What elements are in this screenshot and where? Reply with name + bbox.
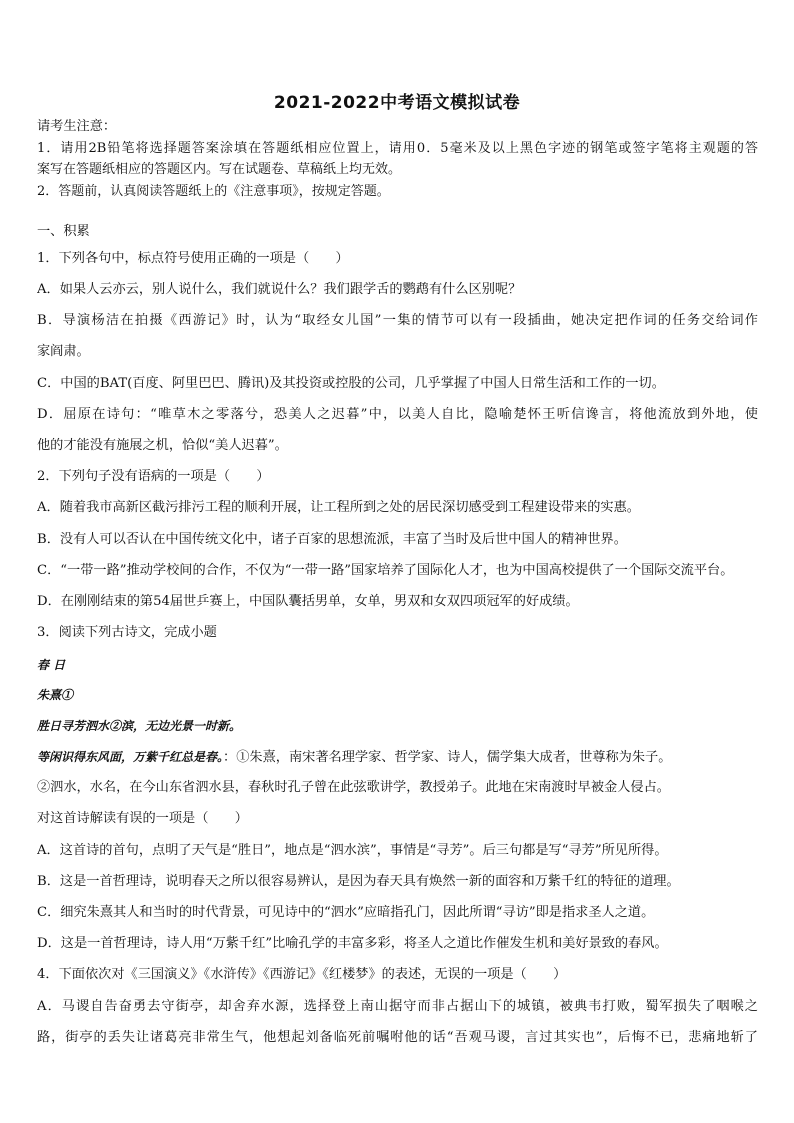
q2-stem: 2．下列句子没有语病的一项是（ ） [37,469,270,484]
q2-option-d: D．在刚刚结束的第54届世乒赛上，中国队囊括男单，女单，男双和女双四项冠军的好成绩。 [37,594,579,609]
q4-stem: 4．下面依次对《三国演义》《水浒传》《西游记》《红楼梦》的表述，无误的一项是（ ） [37,967,567,982]
q3-stem: 3．阅读下列古诗文，完成小题 [37,625,217,640]
q2-option-a: A．随着我市高新区截污排污工程的顺利开展，让工程所到之处的居民深切感受到工程建设带来的实惠。 [37,500,640,515]
q3-option-d: D．这是一首哲理诗，诗人用“万紫千红”比喻孔学的丰富多彩，将圣人之道比作催发生机和美好景致的春风。 [37,936,668,951]
q1-option-c: C．中国的BAT(百度、阿里巴巴、腾讯)及其投资或控股的公司，几乎掌握了中国人日常生活和工作的一切。 [37,376,665,391]
annotation-1: ：①朱熹，南宋著名理学家、哲学家、诗人，儒学集大成者，世尊称为朱子。 [223,750,672,765]
poem-author: 朱熹① [37,688,74,702]
q1-option-d-cont: 他的才能没有施展之机，恰似“美人迟暮”。 [37,438,288,453]
page-title: 2021-2022中考语文模拟试卷 [273,93,521,113]
q2-option-c: C．“一带一路”推动学校间的合作，不仅为“一带一路”国家培养了国际化人才，也为中国高校提供了一个国际交流平台。 [37,563,734,578]
q1-option-b-cont: 家阎肃。 [37,344,90,359]
q3-option-a: A．这首诗的首句，点明了天气是“胜日”，地点是“泗水滨”，事情是“寻芳”。后三句都是写“寻芳”所见所得。 [37,843,668,858]
q1-option-a: A．如果人云亦云，别人说什么，我们就说什么？我们跟学舌的鹦鹉有什么区别呢？ [37,282,522,297]
poem-line-2-with-note [37,748,758,767]
q3-sub-stem: 对这首诗解读有误的一项是（ ） [37,811,248,826]
notice-item-2: 2．答题前，认真阅读答题纸上的《注意事项》，按规定答题。 [37,184,390,199]
q4-option-a: A．马谡自告奋勇去守街亭，却舍弃水源，选择登上南山据守而非占据山下的城镇，被典韦打败，蜀军损失了咽喉之 [37,999,758,1014]
notice-item-1-cont: 案写在答题纸相应的答题区内。写在试题卷、草稿纸上均无效。 [37,162,402,177]
q4-option-a-cont: 路，街亭的丢失让诸葛亮非常生气，他想起刘备临死前嘱咐他的话“吾观马谡，言过其实也”，后悔不已，悲痛地斩了 [37,1030,758,1045]
q3-option-b: B．这是一首哲理诗，说明春天之所以很容易辨认，是因为春天具有焕然一新的面容和万紫千红的特征的道理。 [37,874,680,889]
q1-option-b: B．导演杨洁在拍摄《西游记》时，认为“取经女儿国”一集的情节可以有一段插曲，她决定把作词的任务交给词作 [37,313,758,328]
poem-line-2: 等闲识得东风面，万紫千红总是春。 [37,750,224,764]
q1-stem: 1．下列各句中，标点符号使用正确的一项是（ ） [37,251,349,266]
notice-heading: 请考生注意： [37,119,117,134]
section-heading: 一、积累 [37,224,90,239]
q3-option-c: C．细究朱熹其人和当时的时代背景，可见诗中的“泗水”应暗指孔门，因此所谓“寻访”即是指求圣人之道。 [37,905,655,920]
poem-line-1: 胜日寻芳泗水②滨，无边光景一时新。 [37,719,242,733]
poem-title: 春 日 [37,658,66,672]
annotation-2: ②泗水，水名，在今山东省泗水县，春秋时孔子曾在此弦歌讲学，教授弟子。此地在宋南渡时早被金人侵占。 [37,780,670,795]
notice-item-1: 1．请用2B铅笔将选择题答案涂填在答题纸相应位置上，请用0．5毫米及以上黑色字迹的钢笔或签字笔将主观题的答 [37,141,758,156]
q2-option-b: B．没有人可以否认在中国传统文化中，诸子百家的思想流派，丰富了当时及后世中国人的精神世界。 [37,532,627,547]
q1-option-d: D．屈原在诗句：“唯草木之零落兮，恐美人之迟暮”中，以美人自比，隐喻楚怀王听信谗言，将他流放到外地，使 [37,407,758,422]
